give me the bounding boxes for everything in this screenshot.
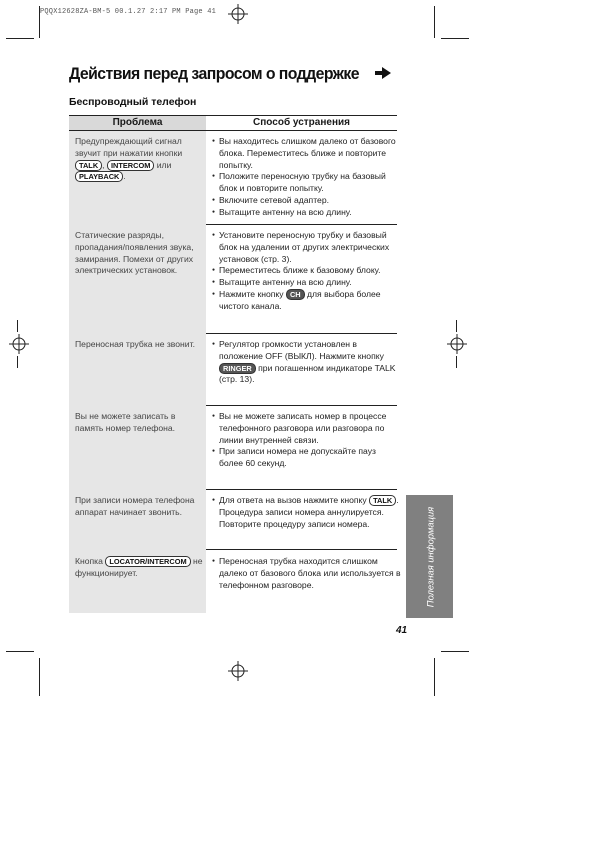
crop-mark xyxy=(434,658,435,696)
solution-item: ● При записи номера не допускайте пауз более 60 секунд. xyxy=(212,446,402,470)
solution-cell xyxy=(212,411,402,470)
row-separator xyxy=(206,549,397,550)
crop-mark xyxy=(434,6,435,38)
solution-item: ● Вытащите антенну на всю длину. xyxy=(212,207,402,219)
ringer-key: RINGER xyxy=(219,363,256,374)
solution-item: ● Регулятор громкости установлен в положение OFF (ВЫКЛ). Нажмите кнопку RINGER при погашенном индикаторе TALK (стр. 13). xyxy=(212,339,402,386)
solution-item: ● Переместитесь ближе к базовому блоку. xyxy=(212,265,402,277)
problem-column-background xyxy=(69,131,206,613)
problem-cell: Статические разряды, пропадания/появления звука, замирания. Помехи от других электрических установок. xyxy=(75,230,194,276)
intercom-key: INTERCOM xyxy=(107,160,154,171)
row-separator xyxy=(206,333,397,334)
solution-item: ● Вытащите антенну на всю длину. xyxy=(212,277,402,289)
crop-mark xyxy=(441,38,469,39)
crop-mark xyxy=(39,658,40,696)
solution-item: ● Включите сетевой адаптер. xyxy=(212,195,402,207)
title-bar xyxy=(69,64,399,86)
row-separator xyxy=(206,405,397,406)
solution-cell xyxy=(212,495,402,530)
solution-cell xyxy=(212,230,402,313)
crop-mark xyxy=(456,320,457,332)
crop-mark xyxy=(441,651,469,652)
arrow-right-icon xyxy=(382,67,391,79)
solution-cell xyxy=(212,556,402,591)
solution-item: ● Нажмите кнопку CH для выбора более чистого канала. xyxy=(212,289,402,313)
page-number: 41 xyxy=(396,625,408,636)
registration-mark-icon xyxy=(9,334,29,354)
solution-item: ● Положите переносную трубку на базовый блок и повторите попытку. xyxy=(212,171,402,195)
crop-mark xyxy=(17,356,18,368)
problem-cell: Переносная трубка не звонит. xyxy=(75,339,195,349)
playback-key: PLAYBACK xyxy=(75,171,123,182)
crop-mark xyxy=(17,320,18,332)
side-tab-label-wrap xyxy=(406,495,453,618)
registration-mark-icon xyxy=(228,661,248,681)
problem-cell: Кнопка LOCATOR/INTERCOM не функционирует. xyxy=(75,556,203,578)
row-separator xyxy=(206,224,397,225)
solution-item: ● Для ответа на вызов нажмите кнопку TALK . Процедура записи номера аннулируется. Повторите процедуру записи номера. xyxy=(212,495,402,530)
column-header-problem: Проблема xyxy=(69,115,206,131)
registration-mark-icon xyxy=(447,334,467,354)
solution-item: ● Вы находитесь слишком далеко от базового блока. Переместитесь ближе и повторите попытку. xyxy=(212,136,402,171)
print-header: PQQX12628ZA-BM-5 00.1.27 2:17 PM Page 41 xyxy=(40,8,217,16)
solution-cell xyxy=(212,136,402,219)
talk-key: TALK xyxy=(369,495,396,506)
crop-mark xyxy=(6,38,34,39)
ch-key: CH xyxy=(286,289,305,300)
arrow-right-icon xyxy=(375,71,382,75)
problem-cell: Вы не можете записать в память номер телефона. xyxy=(75,411,176,433)
solution-item: ● Переносная трубка находится слишком далеко от базового блока или используется в телефонном разговоре. xyxy=(212,556,402,591)
solution-item: ● Установите переносную трубку и базовый блок на удалении от других электрических установок (стр. 3). xyxy=(212,230,402,265)
side-tab-label: Полезная информация xyxy=(424,506,435,607)
section-heading: Беспроводный телефон xyxy=(69,96,197,108)
talk-key: TALK xyxy=(75,160,102,171)
crop-mark xyxy=(6,651,34,652)
registration-mark-icon xyxy=(228,4,248,24)
crop-mark xyxy=(39,6,40,38)
solution-item: ● Вы не можете записать номер в процессе телефонного разговора или разговора по линии внутренней связи. xyxy=(212,411,402,446)
page-title: Действия перед запросом о поддержке xyxy=(69,64,359,83)
row-separator xyxy=(206,489,397,490)
locator-intercom-key: LOCATOR/INTERCOM xyxy=(105,556,190,567)
problem-cell: При записи номера телефона аппарат начинает звонить. xyxy=(75,495,195,517)
solution-cell xyxy=(212,339,402,386)
crop-mark xyxy=(456,356,457,368)
column-header-solution: Способ устранения xyxy=(206,115,397,131)
problem-cell: Предупреждающий сигнал звучит при нажатии кнопки TALK , INTERCOM или PLAYBACK . xyxy=(75,136,183,182)
